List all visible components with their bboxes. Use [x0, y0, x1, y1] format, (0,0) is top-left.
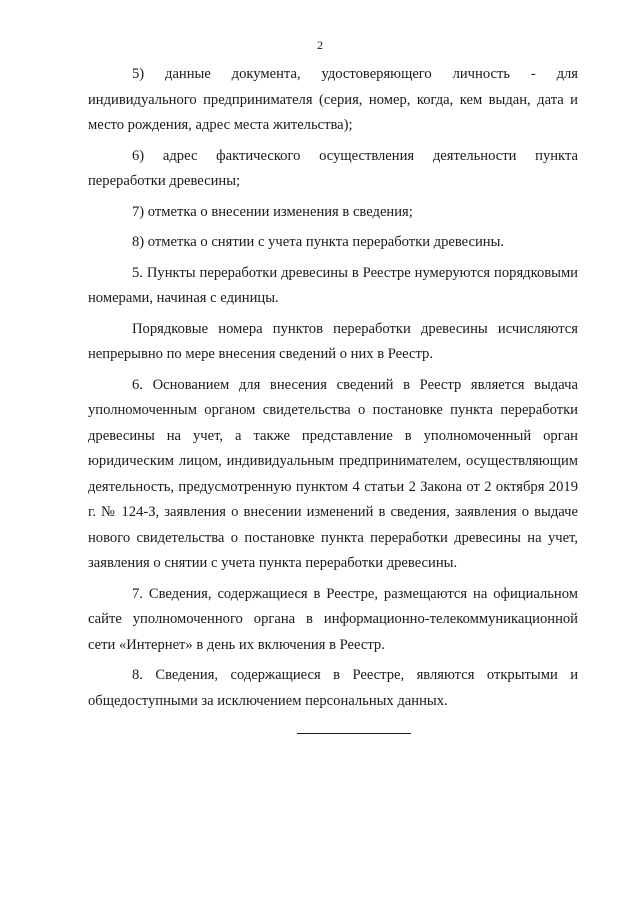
paragraph-clause-5-continued: Порядковые номера пунктов переработки древесины исчисляются непрерывно по мере внесения сведений о них в Реестр.: [88, 320, 578, 362]
paragraph-clause-7: 7. Сведения, содержащиеся в Реестре, размещаются на официальном сайте уполномоченного органа в информационно-телекоммуникационной сети «Интернет» в день их включения в Реестр.: [88, 585, 578, 653]
paragraph-item-8: 8) отметка о снятии с учета пункта переработки древесины.: [132, 234, 505, 250]
paragraph-item-7: 7) отметка о внесении изменения в сведения;: [132, 203, 413, 220]
page-number: 2: [317, 38, 323, 52]
document-body: [88, 62, 578, 719]
end-separator-line: [297, 733, 411, 734]
paragraph-clause-8: 8. Сведения, содержащиеся в Реестре, являются открытыми и общедоступными за исключением персональных данных.: [88, 667, 578, 709]
paragraph-item-6: 6) адрес фактического осуществления деятельности пункта переработки древесины;: [88, 147, 578, 189]
paragraph-item-5: 5) данные документа, удостоверяющего личность - для индивидуального предпринимателя (серия, номер, когда, кем выдан, дата и место рождения, адрес места жительства);: [88, 66, 578, 133]
paragraph-clause-5: 5. Пункты переработки древесины в Реестре нумеруются порядковыми номерами, начиная с единицы.: [88, 264, 578, 306]
paragraph-clause-6: 6. Основанием для внесения сведений в Реестр является выдача уполномоченным органом свидетельства о постановке пункта переработки древесины на учет, а также представление в уполномоченный орган юридическим лицом, индивидуальным предпринимателем, осуществляющим деятельность, предусмотренную пунктом 4 статьи 2 Закона от 2 октября 2019 г. № 124-З, заявления о внесении изменений в сведения, заявления о выдаче нового свидетельства о постановке пункта переработки древесины на учет, заявления о снятии с учета пункта переработки древесины.: [88, 376, 578, 571]
